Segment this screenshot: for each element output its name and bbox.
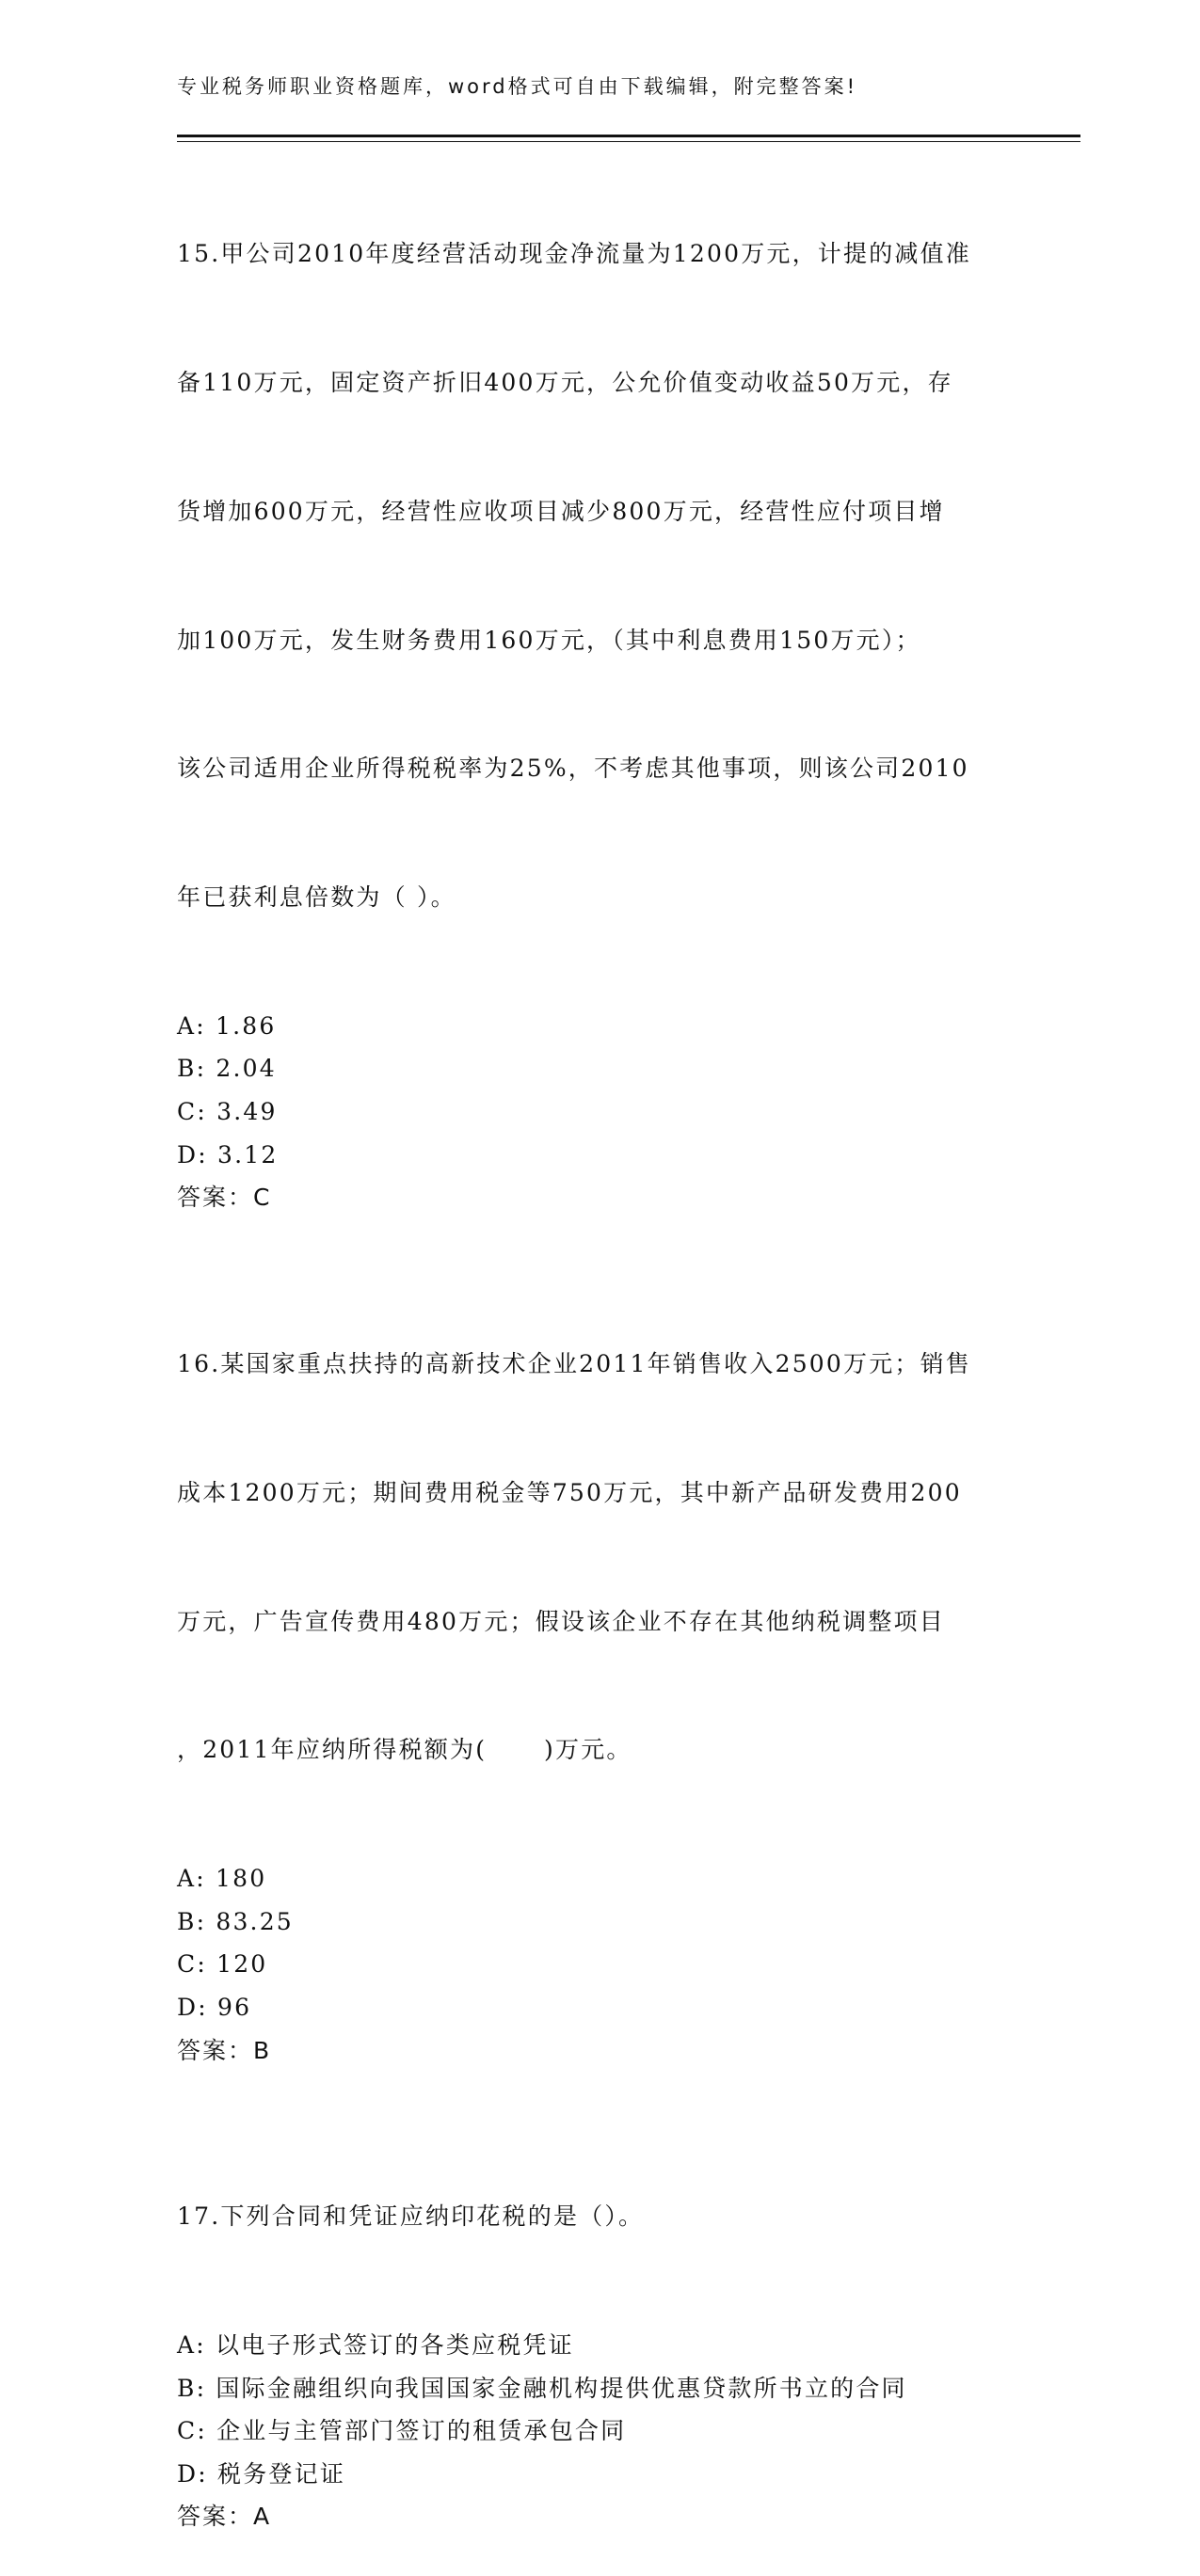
stem-line: 该公司适用企业所得税税率为25%，不考虑其他事项，则该公司2010 — [177, 755, 969, 783]
option-b: B: 2.04 — [177, 1055, 277, 1083]
question-17 — [177, 2109, 1024, 2538]
option-d: D: 96 — [177, 1993, 252, 2021]
stem-line: 万元，广告宣传费用480万元；假设该企业不存在其他纳税调整项目 — [177, 1607, 945, 1635]
stem-line: 15.甲公司2010年度经营活动现金净流量为1200万元，计提的减值准 — [177, 240, 972, 268]
stem-line: 17.下列合同和凭证应纳印花税的是（）。 — [177, 2202, 645, 2231]
question-16 — [177, 1257, 1024, 2072]
stem-line: 货增加600万元，经营性应收项目减少800万元，经营性应付项目增 — [177, 497, 945, 525]
option-c: C: 3.49 — [177, 1098, 278, 1126]
option-d: D: 3.12 — [177, 1140, 279, 1169]
option-d: D: 税务登记证 — [177, 2459, 346, 2488]
option-c: C: 120 — [177, 1950, 268, 1979]
option-b: B: 83.25 — [177, 1907, 294, 1935]
stem-line: 成本1200万元；期间费用税金等750万元，其中新产品研发费用200 — [177, 1478, 962, 1506]
stem-line: ，2011年应纳所得税额为( )万元。 — [177, 1736, 632, 1764]
question-stem — [177, 2109, 1024, 2324]
question-15 — [177, 147, 1024, 1219]
question-list — [177, 147, 1024, 2576]
option-a: A: 1.86 — [177, 1011, 277, 1040]
page-header-text: 专业税务师职业资格题库，word格式可自由下载编辑，附完整答案! — [177, 75, 858, 98]
question-stem — [177, 147, 1024, 1005]
answer-line: 答案：B — [177, 2036, 272, 2064]
answer-line: 答案：A — [177, 2503, 272, 2531]
option-b: B: 国际金融组织向我国国家金融机构提供优惠贷款所书立的合同 — [177, 2374, 907, 2402]
option-a: A: 180 — [177, 1865, 267, 1893]
stem-line: 16.某国家重点扶持的高新技术企业2011年销售收入2500万元；销售 — [177, 1350, 972, 1378]
option-c: C: 企业与主管部门签订的租赁承包合同 — [177, 2417, 627, 2445]
stem-line: 备110万元，固定资产折旧400万元，公允价值变动收益50万元，存 — [177, 368, 953, 396]
answer-line: 答案：C — [177, 1184, 272, 1212]
header-rule-thick — [177, 135, 1080, 137]
question-stem — [177, 1257, 1024, 1857]
stem-line: 年已获利息倍数为（ ）。 — [177, 883, 456, 912]
option-a: A: 以电子形式签订的各类应税凭证 — [177, 2331, 574, 2360]
stem-line: 加100万元，发生财务费用160万元，（其中利息费用150万元）； — [177, 626, 921, 654]
header-rule-thin — [177, 141, 1080, 142]
